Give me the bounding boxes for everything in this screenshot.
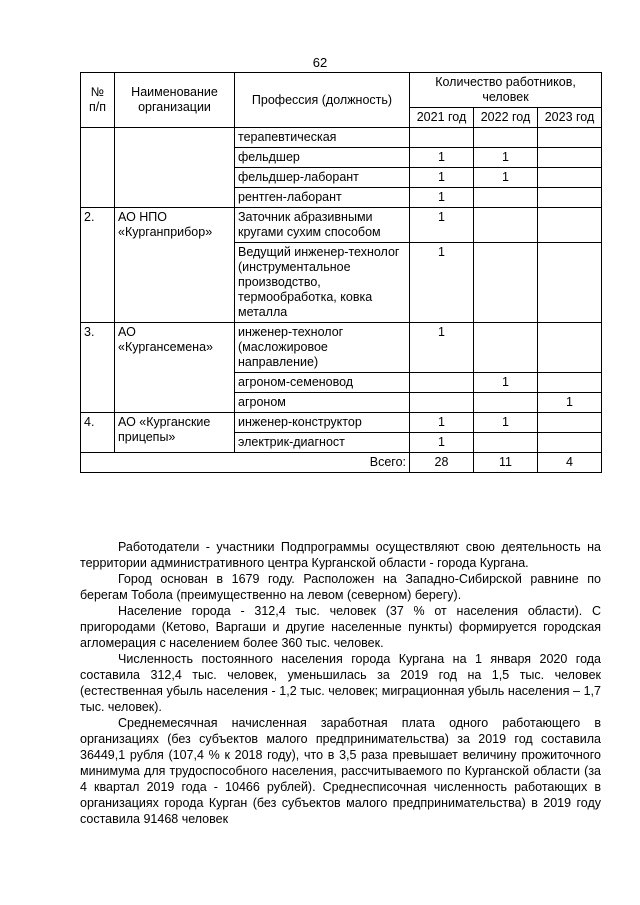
paragraph: Город основан в 1679 году. Расположен на Западно-Сибирской равнине по берегам Тобола (преимущественно на левом (северном) берегу).	[80, 572, 601, 602]
row-organization: АО НПО «Курганприбор»	[115, 208, 235, 323]
row-2022: 1	[474, 148, 538, 168]
row-profession: инженер-конструктор	[235, 413, 410, 433]
table-row	[81, 323, 602, 373]
paragraph: Работодатели - участники Подпрограммы осуществляют свою деятельность на территории административного центра Курганской области - города Кургана.	[80, 540, 601, 570]
body-text	[80, 539, 601, 827]
row-2023	[538, 148, 602, 168]
row-profession: фельдшер-лаборант	[235, 168, 410, 188]
row-profession: агроном	[235, 393, 410, 413]
header-year-2021: 2021 год	[410, 108, 474, 128]
row-2023	[538, 168, 602, 188]
row-organization	[115, 128, 235, 208]
row-2021: 1	[410, 413, 474, 433]
header-worker-count: Количество работников, человек	[410, 73, 602, 108]
row-2021: 1	[410, 168, 474, 188]
table-total-row	[81, 453, 602, 473]
row-number: 4.	[81, 413, 115, 453]
row-profession: агроном-семеновод	[235, 373, 410, 393]
row-2022	[474, 393, 538, 413]
header-profession: Профессия (должность)	[235, 73, 410, 128]
workers-table	[80, 72, 602, 473]
row-2021: 1	[410, 243, 474, 323]
row-2023	[538, 413, 602, 433]
row-profession: электрик-диагност	[235, 433, 410, 453]
page-number: 62	[312, 55, 328, 70]
row-2023	[538, 373, 602, 393]
row-profession: Заточник абразивными кругами сухим способом	[235, 208, 410, 243]
total-2022: 11	[474, 453, 538, 473]
row-2023	[538, 128, 602, 148]
row-2021: 1	[410, 208, 474, 243]
total-label: Всего:	[81, 453, 410, 473]
row-2021: 1	[410, 323, 474, 373]
row-2022: 1	[474, 373, 538, 393]
table-row	[81, 128, 602, 148]
paragraph: Численность постоянного населения города Кургана на 1 января 2020 года составила 312,4 тыс. человек, уменьшилась за 2019 год на 1,5 тыс. человек (естественная убыль населения - 1,2 тыс. человек; миграционная убыль населения – 1,7 тыс. человек).	[80, 652, 601, 714]
row-profession: рентген-лаборант	[235, 188, 410, 208]
total-2023: 4	[538, 453, 602, 473]
row-2021: 1	[410, 433, 474, 453]
row-profession: Ведущий инженер-технолог (инструментальное производство, термообработка, ковка металла	[235, 243, 410, 323]
row-2022: 1	[474, 168, 538, 188]
row-2021: 1	[410, 148, 474, 168]
total-2021: 28	[410, 453, 474, 473]
row-2023	[538, 243, 602, 323]
table-row	[81, 208, 602, 243]
row-2022	[474, 208, 538, 243]
row-2021	[410, 373, 474, 393]
row-2023	[538, 323, 602, 373]
row-2022	[474, 433, 538, 453]
row-2021	[410, 128, 474, 148]
row-profession: инженер-технолог (масложировое направление)	[235, 323, 410, 373]
table-header-row	[81, 73, 602, 108]
row-2022	[474, 188, 538, 208]
header-year-2023: 2023 год	[538, 108, 602, 128]
header-year-2022: 2022 год	[474, 108, 538, 128]
row-2022	[474, 323, 538, 373]
row-2022	[474, 128, 538, 148]
row-number: 3.	[81, 323, 115, 413]
row-2023	[538, 433, 602, 453]
row-profession: фельдшер	[235, 148, 410, 168]
paragraph: Население города - 312,4 тыс. человек (37 % от населения области). С пригородами (Кетово, Варгаши и другие населенные пункты) формируется городская агломерация с населением более 360 тыс. человек.	[80, 604, 601, 650]
row-2023: 1	[538, 393, 602, 413]
row-2023	[538, 208, 602, 243]
row-2022	[474, 243, 538, 323]
row-2021: 1	[410, 188, 474, 208]
row-organization: АО «Курганские прицепы»	[115, 413, 235, 453]
header-organization: Наименование организации	[115, 73, 235, 128]
header-number: № п/п	[81, 73, 115, 128]
row-2022: 1	[474, 413, 538, 433]
paragraph: Среднемесячная начисленная заработная плата одного работающего в организациях (без субъектов малого предпринимательства) за 2019 год составила 36449,1 рубля (107,4 % к 2018 году), что в 3,5 раза превышает величину прожиточного минимума для трудоспособного населения, рассчитываемого по Курганской области (за 4 квартал 2019 года - 10466 рублей). Среднесписочная численность работающих в организациях города Курган (без субъектов малого предпринимательства) в 2019 году составила 91468 человек	[80, 716, 601, 826]
row-2023	[538, 188, 602, 208]
row-number: 2.	[81, 208, 115, 323]
row-profession: терапевтическая	[235, 128, 410, 148]
row-organization: АО «Кургансемена»	[115, 323, 235, 413]
row-2021	[410, 393, 474, 413]
row-number	[81, 128, 115, 208]
table-row	[81, 413, 602, 433]
